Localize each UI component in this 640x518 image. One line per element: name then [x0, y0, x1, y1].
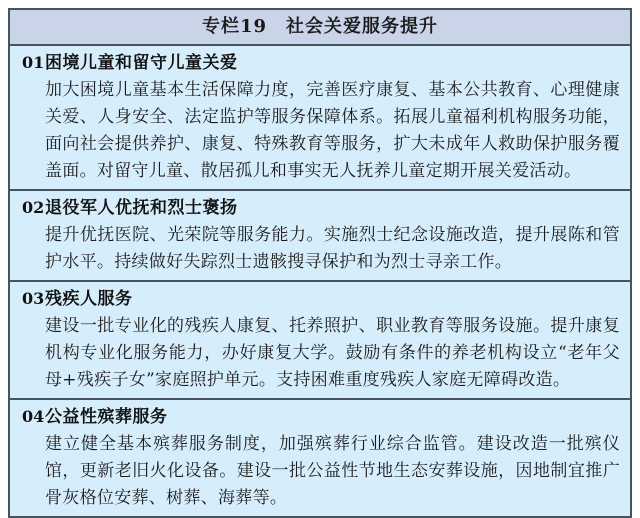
section-02: [10, 191, 630, 282]
section-number: 01: [22, 53, 45, 72]
section-header: [22, 49, 620, 77]
section-header: [22, 285, 620, 313]
section-heading: 残疾人服务: [45, 289, 133, 309]
section-body-text: 加大困境儿童基本生活保障力度，完善医疗康复、基本公共教育、心理健康关爱、人身安全、法定监护等服务保障体系。拓展儿童福利机构服务功能，面向社会提供养护、康复、特殊教育等服务，扩大未成年人救助保护服务覆盖面。对留守儿童、散居孤儿和事实无人抚养儿童定期开展关爱活动。: [45, 80, 620, 181]
section-body-text: 提升优抚医院、光荣院等服务能力。实施烈士纪念设施改造，提升展陈和管护水平。持续做好失踪烈士遗骸搜寻保护和为烈士寻亲工作。: [45, 225, 620, 272]
section-01: [10, 46, 630, 191]
panel-title: 专栏19 社会关爱服务提升: [10, 10, 630, 46]
section-heading: 退役军人优抚和烈士褒扬: [45, 198, 238, 218]
feature-box: [8, 8, 632, 518]
section-number: 03: [22, 289, 45, 308]
section-03: [10, 282, 630, 400]
section-heading: 困境儿童和留守儿童关爱: [45, 53, 238, 73]
section-body-text: 建立健全基本殡葬服务制度，加强殡葬行业综合监管。建设改造一批殡仪馆，更新老旧火化设备。建设一批公益性节地生态安葬设施，因地制宜推广骨灰格位安葬、树葬、海葬等。: [45, 434, 620, 508]
section-number: 02: [22, 198, 45, 217]
section-body-text: 建设一批专业化的残疾人康复、托养照护、职业教育等服务设施。提升康复机构专业化服务能力，办好康复大学。鼓励有条件的养老机构设立“老年父母+残疾子女”家庭照护单元。支持困难重度残疾人家庭无障碍改造。: [45, 316, 620, 390]
section-04: [10, 400, 630, 516]
section-header: [22, 194, 620, 222]
section-heading: 公益性殡葬服务: [45, 407, 168, 427]
section-header: [22, 403, 620, 431]
section-number: 04: [22, 407, 45, 426]
